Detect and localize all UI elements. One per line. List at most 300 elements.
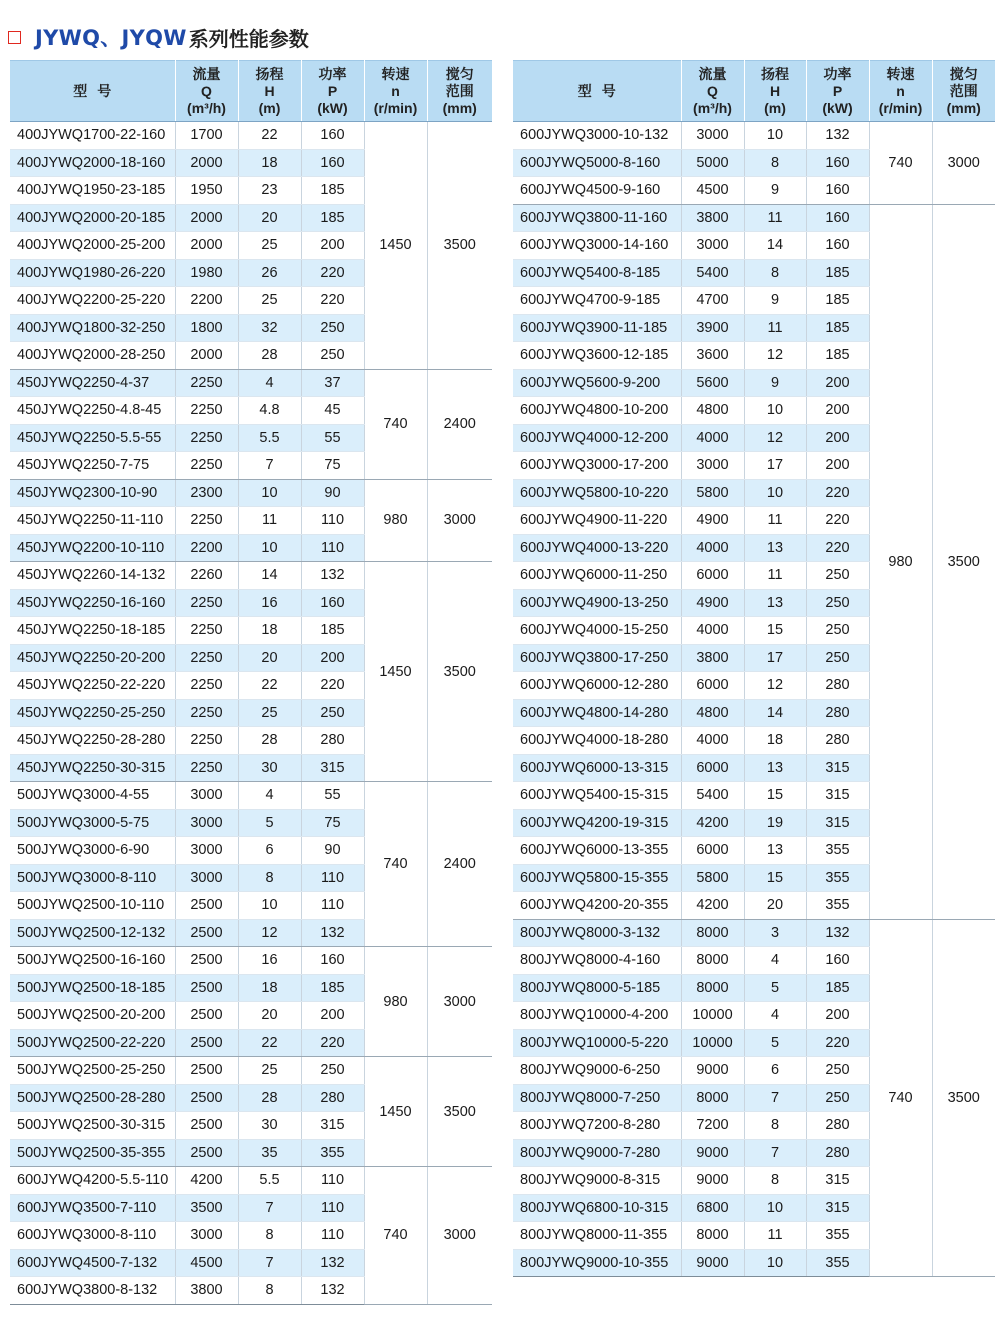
- speed-cell: 740: [869, 122, 932, 205]
- power-cell: 250: [301, 342, 364, 370]
- power-cell: 200: [806, 397, 869, 425]
- model-cell: 500JYWQ2500-35-355: [10, 1139, 175, 1167]
- head-cell: 5: [744, 1029, 806, 1057]
- head-cell: 28: [238, 342, 301, 370]
- head-cell: 9: [744, 177, 806, 205]
- flow-cell: 4800: [681, 699, 744, 727]
- power-cell: 110: [301, 1167, 364, 1195]
- power-cell: 75: [301, 452, 364, 480]
- model-cell: 600JYWQ5800-10-220: [513, 479, 681, 507]
- model-cell: 500JYWQ3000-4-55: [10, 782, 175, 810]
- head-cell: 8: [744, 259, 806, 287]
- model-cell: 800JYWQ8000-7-250: [513, 1084, 681, 1112]
- flow-cell: 2250: [175, 617, 238, 645]
- head-cell: 7: [238, 1249, 301, 1277]
- range-cell: 3000: [427, 479, 492, 562]
- model-cell: 500JYWQ3000-6-90: [10, 837, 175, 865]
- table-row: [10, 122, 492, 150]
- flow-cell: 8000: [681, 974, 744, 1002]
- flow-cell: 2500: [175, 892, 238, 920]
- head-cell: 10: [238, 534, 301, 562]
- power-cell: 200: [301, 1002, 364, 1030]
- head-cell: 9: [744, 287, 806, 315]
- flow-cell: 2250: [175, 644, 238, 672]
- power-cell: 110: [301, 1222, 364, 1250]
- flow-cell: 2250: [175, 507, 238, 535]
- flow-cell: 1700: [175, 122, 238, 150]
- model-cell: 450JYWQ2250-11-110: [10, 507, 175, 535]
- power-cell: 280: [806, 672, 869, 700]
- flow-cell: 10000: [681, 1029, 744, 1057]
- head-cell: 10: [238, 892, 301, 920]
- head-cell: 6: [744, 1057, 806, 1085]
- flow-cell: 5800: [681, 479, 744, 507]
- flow-cell: 4200: [175, 1167, 238, 1195]
- head-cell: 28: [238, 727, 301, 755]
- table-row: [10, 1167, 492, 1195]
- speed-cell: 740: [364, 1167, 427, 1305]
- head-cell: 17: [744, 452, 806, 480]
- model-cell: 600JYWQ3900-11-185: [513, 314, 681, 342]
- flow-cell: 4000: [681, 617, 744, 645]
- power-cell: 55: [301, 782, 364, 810]
- head-cell: 4: [744, 947, 806, 975]
- flow-cell: 5400: [681, 259, 744, 287]
- power-cell: 200: [301, 644, 364, 672]
- power-cell: 160: [806, 232, 869, 260]
- head-cell: 30: [238, 754, 301, 782]
- flow-cell: 2500: [175, 974, 238, 1002]
- speed-cell: 740: [869, 919, 932, 1277]
- head-cell: 19: [744, 809, 806, 837]
- power-cell: 250: [301, 1057, 364, 1085]
- title-suffix: 系列性能参数: [188, 26, 309, 51]
- flow-cell: 2250: [175, 727, 238, 755]
- flow-cell: 2000: [175, 342, 238, 370]
- power-cell: 280: [301, 727, 364, 755]
- power-cell: 315: [301, 1112, 364, 1140]
- flow-cell: 4700: [681, 287, 744, 315]
- power-cell: 185: [806, 974, 869, 1002]
- power-cell: 355: [806, 837, 869, 865]
- flow-cell: 6800: [681, 1194, 744, 1222]
- table-header-row: [513, 61, 995, 122]
- model-cell: 600JYWQ6000-13-355: [513, 837, 681, 865]
- head-cell: 8: [238, 1222, 301, 1250]
- head-cell: 10: [744, 1249, 806, 1277]
- power-cell: 220: [301, 287, 364, 315]
- header-head: 扬程 H (m): [238, 61, 301, 122]
- flow-cell: 2500: [175, 919, 238, 947]
- head-cell: 35: [238, 1139, 301, 1167]
- model-cell: 800JYWQ6800-10-315: [513, 1194, 681, 1222]
- power-cell: 200: [301, 232, 364, 260]
- performance-table-right: [513, 60, 995, 1277]
- head-cell: 17: [744, 644, 806, 672]
- model-cell: 800JYWQ10000-5-220: [513, 1029, 681, 1057]
- model-cell: 600JYWQ4900-11-220: [513, 507, 681, 535]
- head-cell: 14: [744, 232, 806, 260]
- flow-cell: 2000: [175, 232, 238, 260]
- model-cell: 600JYWQ4800-14-280: [513, 699, 681, 727]
- head-cell: 18: [744, 727, 806, 755]
- model-cell: 600JYWQ5800-15-355: [513, 864, 681, 892]
- model-cell: 450JYWQ2250-16-160: [10, 589, 175, 617]
- head-cell: 12: [744, 672, 806, 700]
- model-cell: 500JYWQ3000-8-110: [10, 864, 175, 892]
- model-cell: 600JYWQ3800-8-132: [10, 1277, 175, 1305]
- flow-cell: 2300: [175, 479, 238, 507]
- flow-cell: 2250: [175, 452, 238, 480]
- power-cell: 220: [806, 507, 869, 535]
- header-head: 扬程 H (m): [744, 61, 806, 122]
- flow-cell: 3000: [175, 864, 238, 892]
- head-cell: 13: [744, 754, 806, 782]
- head-cell: 22: [238, 672, 301, 700]
- header-model: 型号: [10, 61, 175, 122]
- power-cell: 160: [301, 589, 364, 617]
- flow-cell: 9000: [681, 1057, 744, 1085]
- model-cell: 600JYWQ5400-15-315: [513, 782, 681, 810]
- flow-cell: 2250: [175, 424, 238, 452]
- flow-cell: 2250: [175, 699, 238, 727]
- header-range: 搅匀 范围 (mm): [932, 61, 995, 122]
- flow-cell: 2500: [175, 1002, 238, 1030]
- head-cell: 22: [238, 122, 301, 150]
- model-cell: 450JYWQ2260-14-132: [10, 562, 175, 590]
- performance-table-left: [10, 60, 492, 1305]
- flow-cell: 3800: [681, 644, 744, 672]
- flow-cell: 2260: [175, 562, 238, 590]
- flow-cell: 3000: [175, 837, 238, 865]
- flow-cell: 3000: [175, 1222, 238, 1250]
- head-cell: 11: [238, 507, 301, 535]
- head-cell: 20: [744, 892, 806, 920]
- model-cell: 600JYWQ3000-17-200: [513, 452, 681, 480]
- model-cell: 400JYWQ2200-25-220: [10, 287, 175, 315]
- power-cell: 160: [301, 149, 364, 177]
- flow-cell: 4000: [681, 534, 744, 562]
- speed-cell: 740: [364, 369, 427, 479]
- head-cell: 30: [238, 1112, 301, 1140]
- flow-cell: 5400: [681, 782, 744, 810]
- flow-cell: 3000: [681, 452, 744, 480]
- power-cell: 250: [806, 644, 869, 672]
- head-cell: 8: [744, 149, 806, 177]
- model-cell: 600JYWQ3500-7-110: [10, 1194, 175, 1222]
- model-cell: 400JYWQ2000-20-185: [10, 204, 175, 232]
- model-cell: 450JYWQ2250-7-75: [10, 452, 175, 480]
- power-cell: 110: [301, 507, 364, 535]
- model-cell: 600JYWQ4000-15-250: [513, 617, 681, 645]
- power-cell: 280: [806, 727, 869, 755]
- flow-cell: 8000: [681, 1084, 744, 1112]
- flow-cell: 6000: [681, 754, 744, 782]
- head-cell: 13: [744, 837, 806, 865]
- model-cell: 400JYWQ2000-28-250: [10, 342, 175, 370]
- power-cell: 132: [806, 919, 869, 947]
- head-cell: 26: [238, 259, 301, 287]
- header-speed: 转速 n (r/min): [869, 61, 932, 122]
- flow-cell: 3000: [681, 232, 744, 260]
- flow-cell: 2250: [175, 754, 238, 782]
- model-cell: 600JYWQ4200-20-355: [513, 892, 681, 920]
- head-cell: 14: [238, 562, 301, 590]
- head-cell: 11: [744, 204, 806, 232]
- power-cell: 355: [301, 1139, 364, 1167]
- head-cell: 8: [238, 1277, 301, 1305]
- flow-cell: 6000: [681, 672, 744, 700]
- head-cell: 3: [744, 919, 806, 947]
- model-cell: 600JYWQ3600-12-185: [513, 342, 681, 370]
- model-cell: 500JYWQ2500-12-132: [10, 919, 175, 947]
- model-cell: 600JYWQ4200-19-315: [513, 809, 681, 837]
- power-cell: 250: [806, 1084, 869, 1112]
- head-cell: 20: [238, 1002, 301, 1030]
- flow-cell: 8000: [681, 1222, 744, 1250]
- head-cell: 9: [744, 369, 806, 397]
- flow-cell: 3500: [175, 1194, 238, 1222]
- head-cell: 23: [238, 177, 301, 205]
- head-cell: 11: [744, 1222, 806, 1250]
- range-cell: 3500: [932, 919, 995, 1277]
- head-cell: 25: [238, 1057, 301, 1085]
- power-cell: 90: [301, 479, 364, 507]
- model-cell: 450JYWQ2250-20-200: [10, 644, 175, 672]
- model-cell: 450JYWQ2250-25-250: [10, 699, 175, 727]
- power-cell: 250: [806, 1057, 869, 1085]
- head-cell: 14: [744, 699, 806, 727]
- head-cell: 18: [238, 617, 301, 645]
- power-cell: 185: [806, 287, 869, 315]
- model-cell: 800JYWQ8000-3-132: [513, 919, 681, 947]
- flow-cell: 2500: [175, 1057, 238, 1085]
- speed-cell: 740: [364, 782, 427, 947]
- flow-cell: 2500: [175, 1084, 238, 1112]
- head-cell: 11: [744, 314, 806, 342]
- flow-cell: 5600: [681, 369, 744, 397]
- head-cell: 6: [238, 837, 301, 865]
- power-cell: 280: [806, 1139, 869, 1167]
- header-flow: 流量 Q (m³/h): [681, 61, 744, 122]
- power-cell: 90: [301, 837, 364, 865]
- model-cell: 600JYWQ4500-9-160: [513, 177, 681, 205]
- model-cell: 600JYWQ4700-9-185: [513, 287, 681, 315]
- power-cell: 220: [301, 259, 364, 287]
- model-cell: 450JYWQ2250-4.8-45: [10, 397, 175, 425]
- model-cell: 800JYWQ9000-8-315: [513, 1167, 681, 1195]
- head-cell: 5: [238, 809, 301, 837]
- flow-cell: 4900: [681, 507, 744, 535]
- speed-cell: 1450: [364, 1057, 427, 1167]
- flow-cell: 3000: [681, 122, 744, 150]
- power-cell: 132: [806, 122, 869, 150]
- power-cell: 132: [301, 919, 364, 947]
- power-cell: 185: [806, 342, 869, 370]
- power-cell: 110: [301, 892, 364, 920]
- model-cell: 800JYWQ9000-10-355: [513, 1249, 681, 1277]
- model-cell: 800JYWQ8000-4-160: [513, 947, 681, 975]
- head-cell: 25: [238, 232, 301, 260]
- power-cell: 185: [806, 314, 869, 342]
- head-cell: 20: [238, 204, 301, 232]
- range-cell: 3000: [427, 1167, 492, 1305]
- table-row: [10, 369, 492, 397]
- power-cell: 55: [301, 424, 364, 452]
- power-cell: 160: [301, 122, 364, 150]
- power-cell: 160: [806, 204, 869, 232]
- header-flow: 流量 Q (m³/h): [175, 61, 238, 122]
- flow-cell: 2000: [175, 204, 238, 232]
- head-cell: 4: [744, 1002, 806, 1030]
- range-cell: 3500: [427, 1057, 492, 1167]
- flow-cell: 2250: [175, 589, 238, 617]
- model-cell: 600JYWQ3000-10-132: [513, 122, 681, 150]
- power-cell: 355: [806, 864, 869, 892]
- power-cell: 185: [301, 617, 364, 645]
- range-cell: 3500: [932, 204, 995, 919]
- power-cell: 220: [806, 1029, 869, 1057]
- head-cell: 10: [744, 479, 806, 507]
- flow-cell: 2250: [175, 369, 238, 397]
- model-cell: 600JYWQ5000-8-160: [513, 149, 681, 177]
- table-row: [10, 947, 492, 975]
- flow-cell: 2500: [175, 1139, 238, 1167]
- power-cell: 220: [301, 672, 364, 700]
- head-cell: 12: [744, 342, 806, 370]
- power-cell: 315: [806, 754, 869, 782]
- power-cell: 110: [301, 534, 364, 562]
- model-cell: 600JYWQ4900-13-250: [513, 589, 681, 617]
- model-cell: 500JYWQ2500-18-185: [10, 974, 175, 1002]
- header-power: 功率 P (kW): [806, 61, 869, 122]
- flow-cell: 9000: [681, 1139, 744, 1167]
- table-row: [513, 122, 995, 150]
- model-cell: 600JYWQ4200-5.5-110: [10, 1167, 175, 1195]
- head-cell: 7: [238, 1194, 301, 1222]
- model-cell: 600JYWQ4800-10-200: [513, 397, 681, 425]
- flow-cell: 2500: [175, 947, 238, 975]
- speed-cell: 980: [364, 479, 427, 562]
- head-cell: 13: [744, 589, 806, 617]
- head-cell: 16: [238, 947, 301, 975]
- head-cell: 15: [744, 782, 806, 810]
- model-cell: 600JYWQ4000-18-280: [513, 727, 681, 755]
- range-cell: 3500: [427, 122, 492, 370]
- flow-cell: 4800: [681, 397, 744, 425]
- model-cell: 600JYWQ6000-11-250: [513, 562, 681, 590]
- model-cell: 800JYWQ8000-11-355: [513, 1222, 681, 1250]
- flow-cell: 4200: [681, 892, 744, 920]
- power-cell: 160: [806, 149, 869, 177]
- flow-cell: 4900: [681, 589, 744, 617]
- head-cell: 4: [238, 782, 301, 810]
- head-cell: 12: [744, 424, 806, 452]
- model-cell: 450JYWQ2250-18-185: [10, 617, 175, 645]
- power-cell: 185: [301, 204, 364, 232]
- head-cell: 8: [744, 1112, 806, 1140]
- head-cell: 8: [744, 1167, 806, 1195]
- model-cell: 800JYWQ7200-8-280: [513, 1112, 681, 1140]
- power-cell: 160: [806, 177, 869, 205]
- head-cell: 5: [744, 974, 806, 1002]
- flow-cell: 4500: [175, 1249, 238, 1277]
- range-cell: 3000: [427, 947, 492, 1057]
- model-cell: 600JYWQ6000-13-315: [513, 754, 681, 782]
- speed-cell: 1450: [364, 122, 427, 370]
- model-cell: 500JYWQ2500-30-315: [10, 1112, 175, 1140]
- table-row: [10, 562, 492, 590]
- flow-cell: 4500: [681, 177, 744, 205]
- power-cell: 315: [806, 809, 869, 837]
- flow-cell: 2500: [175, 1029, 238, 1057]
- model-cell: 450JYWQ2200-10-110: [10, 534, 175, 562]
- model-cell: 400JYWQ2000-25-200: [10, 232, 175, 260]
- flow-cell: 8000: [681, 919, 744, 947]
- header-speed: 转速 n (r/min): [364, 61, 427, 122]
- head-cell: 4: [238, 369, 301, 397]
- flow-cell: 2000: [175, 149, 238, 177]
- head-cell: 7: [238, 452, 301, 480]
- flow-cell: 3900: [681, 314, 744, 342]
- flow-cell: 2200: [175, 287, 238, 315]
- model-cell: 500JYWQ2500-28-280: [10, 1084, 175, 1112]
- power-cell: 220: [806, 479, 869, 507]
- model-cell: 500JYWQ2500-22-220: [10, 1029, 175, 1057]
- power-cell: 355: [806, 1222, 869, 1250]
- flow-cell: 10000: [681, 1002, 744, 1030]
- power-cell: 132: [301, 562, 364, 590]
- checkbox-square-icon: [8, 31, 21, 44]
- flow-cell: 5800: [681, 864, 744, 892]
- model-cell: 450JYWQ2250-5.5-55: [10, 424, 175, 452]
- range-cell: 2400: [427, 782, 492, 947]
- model-cell: 800JYWQ9000-6-250: [513, 1057, 681, 1085]
- model-cell: 400JYWQ1800-32-250: [10, 314, 175, 342]
- model-cell: 800JYWQ8000-5-185: [513, 974, 681, 1002]
- power-cell: 315: [806, 1167, 869, 1195]
- head-cell: 8: [238, 864, 301, 892]
- flow-cell: 1800: [175, 314, 238, 342]
- head-cell: 13: [744, 534, 806, 562]
- flow-cell: 6000: [681, 837, 744, 865]
- table-header-row: [10, 61, 492, 122]
- table-row: [513, 919, 995, 947]
- head-cell: 16: [238, 589, 301, 617]
- model-cell: 800JYWQ9000-7-280: [513, 1139, 681, 1167]
- flow-cell: 1980: [175, 259, 238, 287]
- head-cell: 10: [744, 122, 806, 150]
- head-cell: 10: [238, 479, 301, 507]
- head-cell: 5.5: [238, 1167, 301, 1195]
- model-cell: 400JYWQ1980-26-220: [10, 259, 175, 287]
- speed-cell: 1450: [364, 562, 427, 782]
- flow-cell: 3000: [175, 809, 238, 837]
- head-cell: 32: [238, 314, 301, 342]
- section-title: [8, 20, 309, 54]
- flow-cell: 9000: [681, 1249, 744, 1277]
- power-cell: 185: [806, 259, 869, 287]
- power-cell: 220: [301, 1029, 364, 1057]
- power-cell: 200: [806, 369, 869, 397]
- power-cell: 110: [301, 1194, 364, 1222]
- power-cell: 45: [301, 397, 364, 425]
- power-cell: 355: [806, 892, 869, 920]
- model-cell: 600JYWQ6000-12-280: [513, 672, 681, 700]
- power-cell: 250: [301, 699, 364, 727]
- flow-cell: 2200: [175, 534, 238, 562]
- speed-cell: 980: [364, 947, 427, 1057]
